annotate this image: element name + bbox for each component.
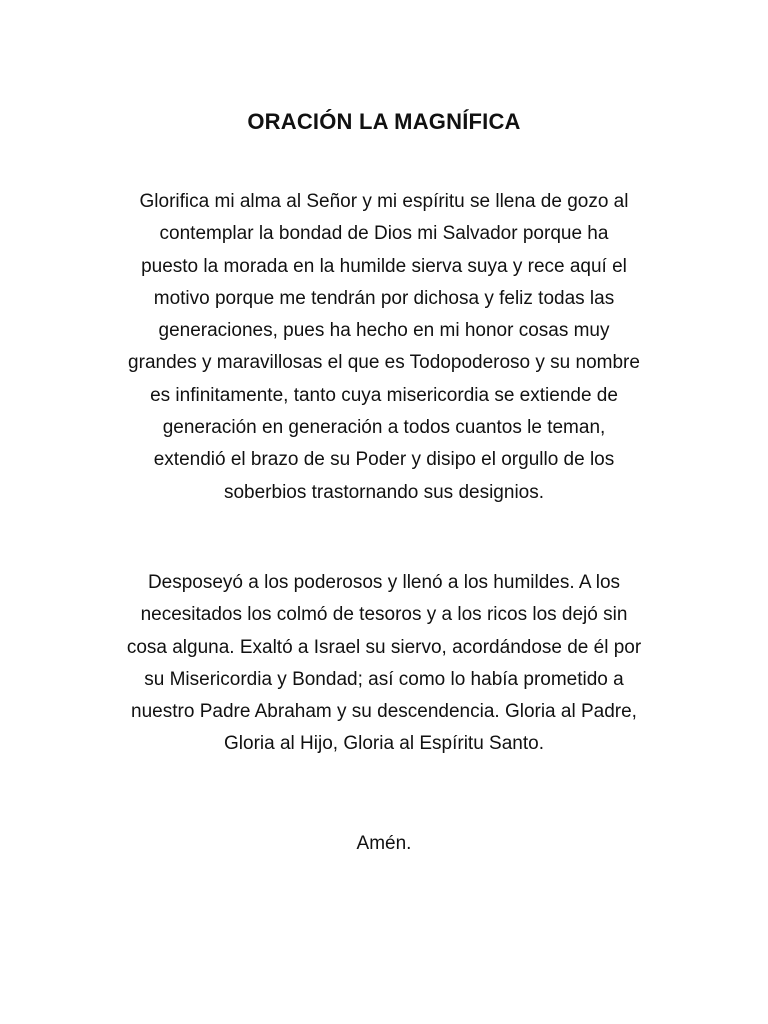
- text-line: Desposeyó a los poderosos y llenó a los humildes. A los: [147, 572, 621, 593]
- closing-amen: Amén.: [356, 833, 412, 854]
- text-line: generaciones, pues ha hecho en mi honor cosas muy: [158, 320, 610, 342]
- text-line: Glorifica mi alma al Señor y mi espíritu se llena de gozo al: [139, 191, 629, 212]
- text-line: generación en generación a todos cuantos le teman,: [162, 417, 606, 439]
- text-line: cosa alguna. Exaltó a Israel su siervo, acordándose de él por: [126, 636, 642, 658]
- text-line: nuestro Padre Abraham y su descendencia. Gloria al Padre,: [131, 701, 637, 723]
- document-title: ORACIÓN LA MAGNÍFICA: [247, 109, 521, 134]
- text-line: contemplar la bondad de Dios mi Salvador porque ha: [159, 223, 609, 245]
- text-line: extendió el brazo de su Poder y disipo el orgullo de los: [153, 449, 615, 471]
- text-line: Gloria al Hijo, Gloria al Espíritu Santo.: [224, 733, 544, 755]
- text-line: necesitados los colmó de tesoros y a los ricos los dejó sin: [140, 604, 628, 626]
- text-line: grandes y maravillosas el que es Todopoderoso y su nombre: [128, 352, 640, 374]
- text-line: motivo porque me tendrán por dichosa y feliz todas las: [153, 287, 615, 309]
- text-line: es infinitamente, tanto cuya misericordia se extiende de: [150, 384, 618, 406]
- paragraph-glorifica: [98, 186, 670, 509]
- text-line: su Misericordia y Bondad; así como lo había prometido a: [144, 668, 624, 690]
- text-line: soberbios trastornando sus designios.: [223, 481, 545, 503]
- paragraph-desposeyo: [98, 567, 670, 761]
- text-line: puesto la morada en la humilde sierva suya y rece aquí el: [141, 255, 627, 277]
